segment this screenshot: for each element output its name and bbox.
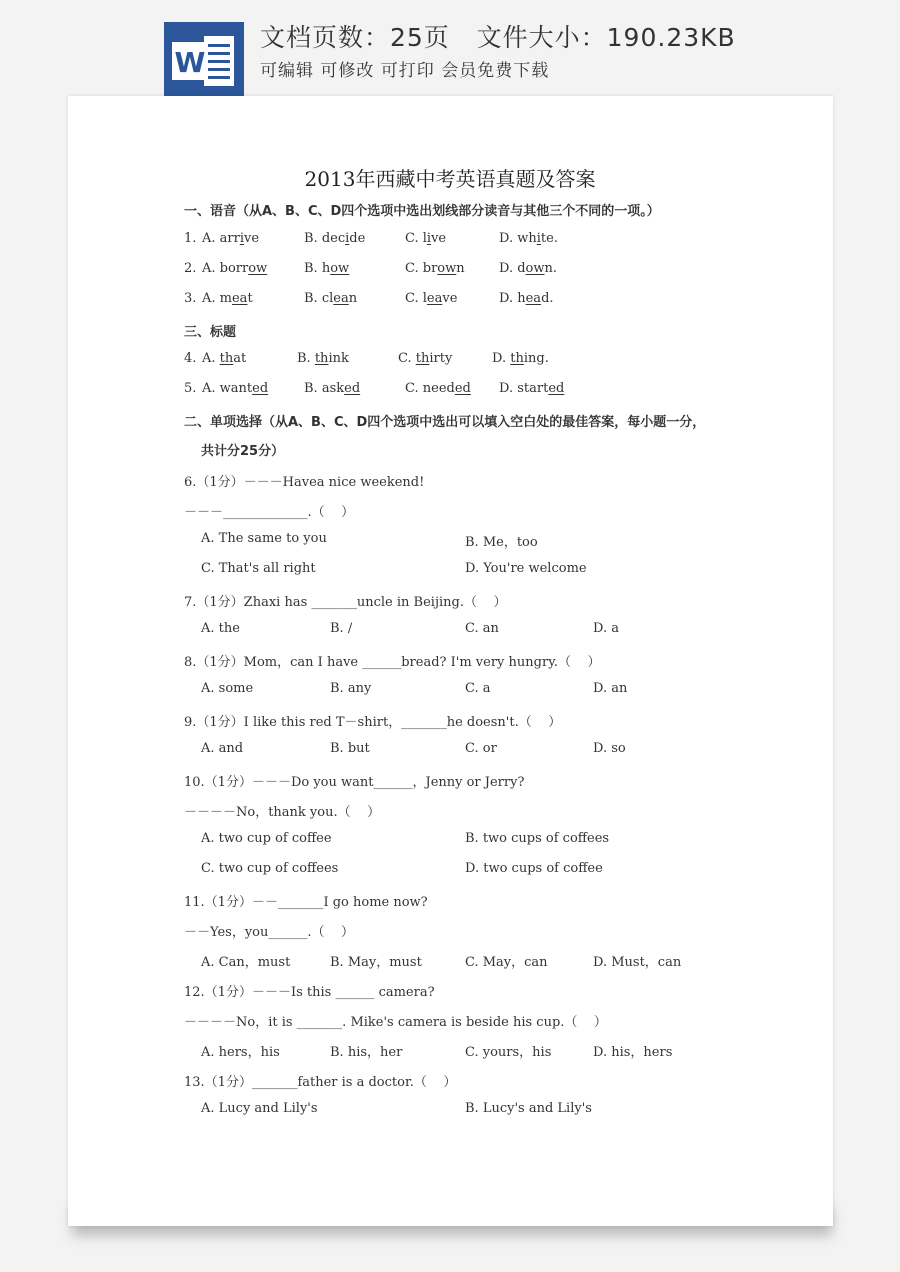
question-12-stem-2: －－－－No，it is _______. Mike's camera is beside his cup.（ ）: [184, 1015, 607, 1030]
question-9-option-a: A. and: [201, 741, 244, 756]
section-heading-phonetics: 一、语音（从A、B、C、D四个选项中选出划线部分读音与其他三个不同的一项。）: [184, 204, 660, 219]
question-11-stem: 11.（1分）－－_______I go home now?: [184, 895, 428, 910]
question-7-option-b: B. /: [330, 621, 353, 636]
question-6-stem-2: －－－_____________.（ ）: [184, 505, 355, 520]
question-10-option-a: A. two cup of coffee: [201, 831, 332, 846]
question-9-option-b: B. but: [330, 741, 370, 756]
option-a: A. arrive: [202, 231, 260, 246]
option-b: B. asked: [304, 381, 361, 396]
question-13-option-b: B. Lucy's and Lily's: [465, 1101, 592, 1116]
question-6-option-d: D. You're welcome: [465, 561, 587, 576]
question-9-option-c: C. or: [465, 741, 497, 756]
question-7-option-c: C. an: [465, 621, 499, 636]
option-c: C. brown: [405, 261, 465, 276]
question-8-option-a: A. some: [201, 681, 254, 696]
question-12-option-a: A. hers，his: [201, 1045, 280, 1060]
question-10-stem-2: －－－－No，thank you.（ ）: [184, 805, 381, 820]
file-info-subtitle: 可编辑 可修改 可打印 会员免费下载: [260, 61, 550, 81]
question-11-option-c: C. May，can: [465, 955, 548, 970]
question-9-stem: 9.（1分）I like this red T－shirt，_______he doesn't.（ ）: [184, 715, 562, 730]
option-c: C. live: [405, 231, 447, 246]
option-d: D. head.: [499, 291, 554, 306]
option-b: B. how: [304, 261, 350, 276]
option-a: A. that: [202, 351, 247, 366]
document-title: 2013年西藏中考英语真题及答案: [304, 167, 596, 191]
option-d: D. down.: [499, 261, 558, 276]
question-10-option-b: B. two cups of coffees: [465, 831, 610, 846]
question-8-option-b: B. any: [330, 681, 372, 696]
question-6-option-b: B. Me，too: [465, 535, 538, 550]
question-10-option-d: D. two cups of coffee: [465, 861, 603, 876]
question-12-option-b: B. his，her: [330, 1045, 403, 1060]
option-d: D. white.: [499, 231, 558, 246]
question-6-stem: 6.（1分）－－－Havea nice weekend!: [184, 475, 425, 490]
question-8-option-d: D. an: [593, 681, 628, 696]
option-d: D. started: [499, 381, 565, 396]
question-11-option-a: A. Can，must: [201, 955, 291, 970]
question-9-option-d: D. so: [593, 741, 626, 756]
question-8-option-c: C. a: [465, 681, 491, 696]
option-c: C. thirty: [398, 351, 453, 366]
question-7-stem: 7.（1分）Zhaxi has _______uncle in Beijing.（ ）: [184, 595, 507, 610]
word-doc-icon: [164, 22, 244, 96]
question-11-option-b: B. May，must: [330, 955, 422, 970]
file-info-title: 文档页数：25页 文件大小：190.23KB: [260, 23, 736, 52]
question-8-stem: 8.（1分）Mom，can I have ______bread? I'm very hungry.（ ）: [184, 655, 601, 670]
question-10-option-c: C. two cup of coffees: [201, 861, 339, 876]
question-7-option-d: D. a: [593, 621, 619, 636]
question-6-option-a: A. The same to you: [201, 531, 327, 546]
option-a: A. borrow: [202, 261, 268, 276]
question-12-option-c: C. yours，his: [465, 1045, 552, 1060]
question-13-stem: 13.（1分）_______father is a doctor.（ ）: [184, 1075, 457, 1090]
question-12-option-d: D. his，hers: [593, 1045, 673, 1060]
question-7-option-a: A. the: [201, 621, 240, 636]
question-11-stem-2: －－Yes，you______.（ ）: [184, 925, 355, 940]
option-b: B. think: [297, 351, 349, 366]
section-heading-choice-cont: 共计分25分）: [201, 444, 285, 459]
option-d: D. thing.: [492, 351, 549, 366]
section-heading-title: 三、标题: [184, 325, 237, 340]
question-10-stem: 10.（1分）－－－Do you want______，Jenny or Jerry?: [184, 775, 525, 790]
question-6-option-c: C. That's all right: [201, 561, 316, 576]
option-a: A. meat: [202, 291, 253, 306]
section-heading-choice: 二、单项选择（从A、B、C、D四个选项中选出可以填入空白处的最佳答案，每小题一分，: [184, 415, 706, 430]
header: [0, 0, 900, 100]
svg-text:W: W: [174, 46, 206, 79]
option-c: C. leave: [405, 291, 458, 306]
option-b: B. clean: [304, 291, 358, 306]
option-a: A. wanted: [202, 381, 269, 396]
option-b: B. decide: [304, 231, 366, 246]
question-11-option-d: D. Must，can: [593, 955, 682, 970]
question-13-option-a: A. Lucy and Lily's: [201, 1101, 318, 1116]
question-12-stem: 12.（1分）－－－Is this ______ camera?: [184, 985, 435, 1000]
option-c: C. needed: [405, 381, 471, 396]
